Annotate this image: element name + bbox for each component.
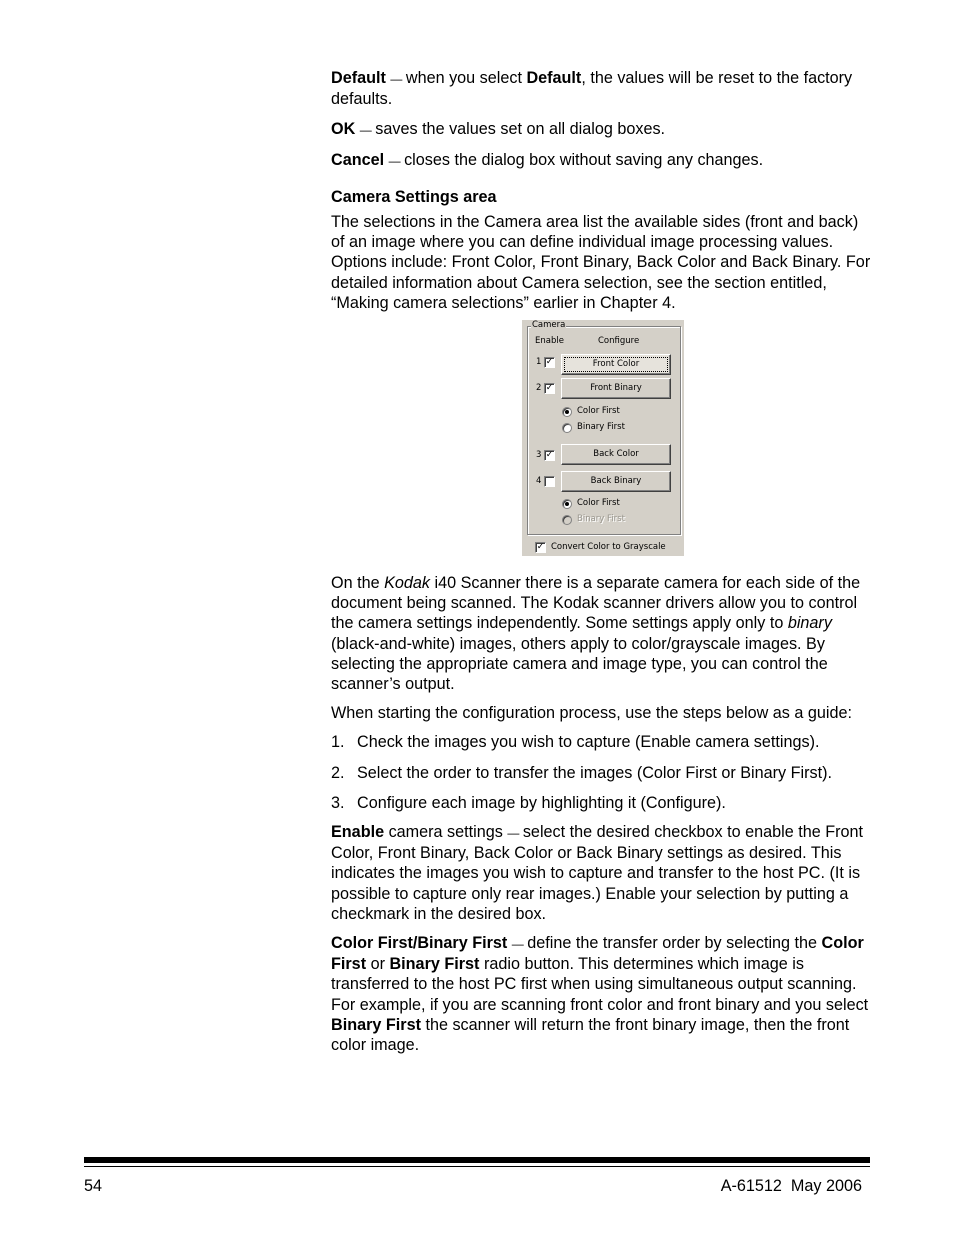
- camera-group-title: Camera: [532, 320, 566, 330]
- footer-rule-thin: [84, 1166, 870, 1167]
- radio-selected-dot: [565, 410, 569, 414]
- camera-dialog: [522, 320, 684, 556]
- color-binary-first-paragraph: Color First/Binary First — define the transfer order by selecting the Color First or Binary First radio button. This determines which image is transferred to the host PC first when using simultaneous output scanning. For example, if you are scanning front color and front binary and you select Binary First the scanner will return the front binary image, then the front color image.: [331, 934, 869, 1055]
- camera-settings-heading: Camera Settings area: [331, 187, 497, 206]
- front-color-first-radio[interactable]: [562, 407, 572, 417]
- front-binary-enable-checkbox[interactable]: ✓: [545, 383, 554, 393]
- back-color-first-label: Color First: [577, 498, 620, 508]
- front-binary-button[interactable]: Front Binary: [561, 378, 671, 399]
- front-color-button[interactable]: Front Color: [561, 354, 671, 375]
- camera-number-1: 1: [536, 357, 542, 367]
- back-binary-enable-checkbox[interactable]: [544, 476, 555, 487]
- ok-definition: OK — saves the values set on all dialog boxes.: [331, 120, 666, 139]
- default-definition: Default — when you select Default, the values will be reset to the factory defaults.: [331, 69, 853, 109]
- camera-number-2: 2: [536, 383, 542, 393]
- back-color-first-radio[interactable]: [562, 499, 572, 509]
- config-intro-paragraph: When starting the configuration process, use the steps below as a guide:: [331, 704, 853, 723]
- definitions-top: [331, 68, 876, 313]
- camera-number-3: 3: [536, 450, 542, 460]
- convert-grayscale-label: Convert Color to Grayscale: [551, 542, 666, 552]
- body-text: [331, 573, 876, 1055]
- radio-selected-dot: [565, 502, 569, 506]
- convert-grayscale-checkbox[interactable]: ✓: [536, 542, 545, 552]
- step-3: 3. Configure each image by highlighting it (Configure).: [331, 793, 726, 812]
- back-binary-first-label: Binary First: [577, 514, 625, 524]
- back-color-enable-checkbox[interactable]: ✓: [545, 450, 554, 460]
- front-binary-first-label: Binary First: [577, 422, 625, 432]
- cancel-definition: Cancel — closes the dialog box without saving any changes.: [331, 150, 764, 169]
- footer-rule-thick: [84, 1157, 870, 1163]
- step-2: 2. Select the order to transfer the images (Color First or Binary First).: [331, 763, 832, 782]
- document-id-date: A-61512 May 2006: [720, 1177, 862, 1195]
- scanner-paragraph: On the Kodak i40 Scanner there is a separate camera for each side of the document being scanned. The Kodak scanner drivers allow you to control the camera settings independently. Some settings apply only to binary (black-and-white) images, others apply to color/grayscale images. By selecting the appropriate camera and image type, you can control the scanner’s output.: [331, 574, 861, 694]
- enable-paragraph: Enable camera settings — select the desired checkbox to enable the Front Color, Front Binary, Back Color or Back Binary settings as desired. This indicates the images you wish to capture and transfer to the host PC. (It is possible to capture only rear images.) Enable your selection by putting a checkmark in the desired box.: [331, 823, 863, 923]
- back-color-button[interactable]: Back Color: [561, 444, 671, 465]
- camera-number-4: 4: [536, 476, 542, 486]
- front-binary-first-radio[interactable]: [562, 423, 572, 433]
- front-color-first-label: Color First: [577, 406, 620, 416]
- page-number: 54: [84, 1177, 103, 1195]
- front-color-enable-checkbox[interactable]: ✓: [545, 357, 554, 367]
- camera-settings-intro: The selections in the Camera area list the available sides (front and back) of an image where you can define individual image processing values. Options include: Front Color, Front Binary, Back Color and Back Binary. For detailed information about Camera selection, see the section entitled, “Making camera selections” earlier in Chapter 4.: [331, 213, 871, 312]
- back-binary-first-radio[interactable]: [562, 515, 572, 525]
- back-binary-button[interactable]: Back Binary: [561, 471, 671, 492]
- step-1: 1. Check the images you wish to capture (Enable camera settings).: [331, 733, 820, 752]
- configure-column-label: Configure: [598, 336, 640, 346]
- enable-column-label: Enable: [535, 336, 564, 346]
